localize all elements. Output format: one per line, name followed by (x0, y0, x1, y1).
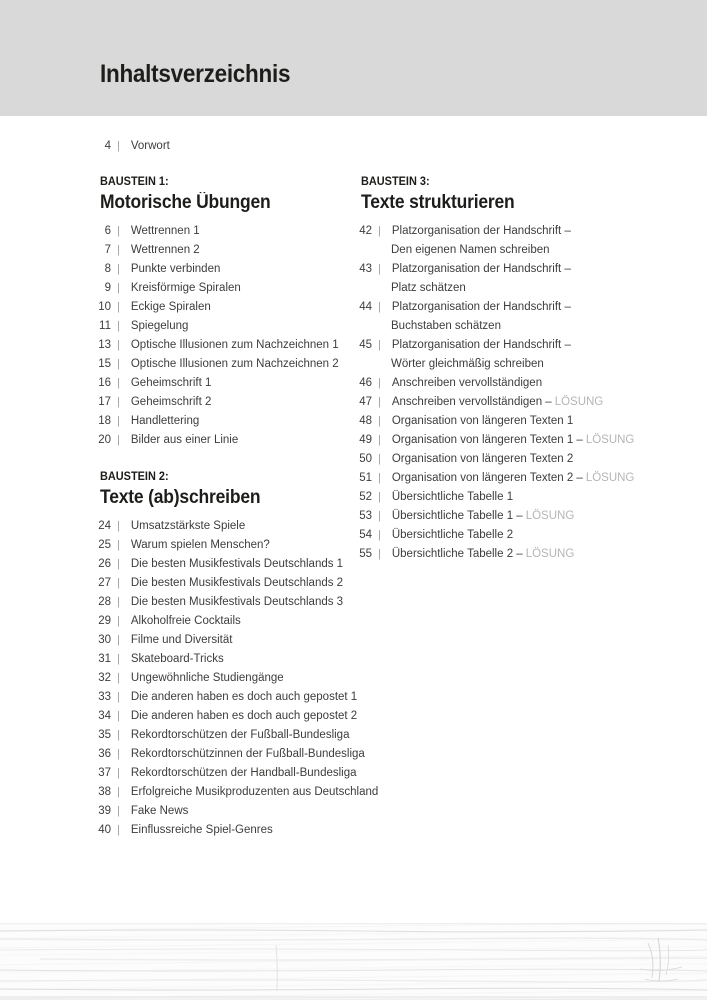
entry-title: Die besten Musikfestivals Deutschlands 2 (130, 577, 344, 589)
section-entry-list (356, 222, 666, 564)
toc-entry-row (95, 726, 375, 745)
toc-entry-row (356, 336, 666, 355)
entry-separator: | (117, 805, 120, 817)
entry-title: Übersichtliche Tabelle 2 (391, 529, 514, 541)
entry-page-number: 6 (104, 225, 111, 237)
toc-entry-row (95, 517, 375, 536)
toc-column-right (356, 176, 666, 564)
entry-title-line2: Den eigenen Namen schreiben (391, 244, 550, 256)
toc-entry-row (95, 631, 375, 650)
section-kicker: BAUSTEIN 1: (100, 176, 169, 188)
entry-title: Alkoholfreie Cocktails (130, 615, 241, 627)
entry-title: Wettrennen 2 (130, 244, 200, 256)
toc-entry[interactable] (95, 764, 375, 783)
entry-title: Punkte verbinden (130, 263, 221, 275)
entry-page-number: 53 (359, 510, 372, 522)
toc-entry[interactable] (356, 412, 666, 431)
entry-page-number: 54 (359, 529, 372, 541)
entry-separator: | (117, 282, 120, 294)
entry-separator: | (117, 244, 120, 256)
entry-page-number: 55 (359, 548, 372, 560)
toc-entry[interactable] (95, 555, 375, 574)
entry-page-number: 29 (98, 615, 111, 627)
entry-title: Optische Illusionen zum Nachzeichnen 1 (130, 339, 339, 351)
toc-entry[interactable] (356, 469, 666, 488)
entry-separator: | (117, 415, 120, 427)
toc-entry-row (95, 355, 375, 374)
toc-entry[interactable] (95, 574, 375, 593)
toc-entry[interactable] (95, 650, 375, 669)
section-kicker: BAUSTEIN 2: (100, 471, 169, 483)
entry-page-number: 48 (359, 415, 372, 427)
toc-entry[interactable] (95, 745, 375, 764)
toc-entry[interactable] (95, 688, 375, 707)
entry-separator: | (378, 434, 381, 446)
entry-title: Kreisförmige Spiralen (130, 282, 241, 294)
entry-title: Die anderen haben es doch auch gepostet 2 (130, 710, 358, 722)
entry-title: Übersichtliche Tabelle 1 – (391, 510, 523, 522)
entry-page-number: 52 (359, 491, 372, 503)
entry-title: Ungewöhnliche Studiengänge (130, 672, 284, 684)
entry-title: Übersichtliche Tabelle 1 (391, 491, 514, 503)
entry-page-number: 20 (98, 434, 111, 446)
toc-entry-row (95, 821, 375, 840)
entry-separator: | (117, 767, 120, 779)
entry-separator: | (378, 548, 381, 560)
toc-section (95, 471, 379, 840)
toc-entry-row (95, 536, 375, 555)
entry-title: Wettrennen 1 (130, 225, 200, 237)
entry-separator: | (117, 710, 120, 722)
toc-entry[interactable] (356, 431, 666, 450)
toc-entry-row (95, 555, 375, 574)
entry-page-number: 37 (98, 767, 111, 779)
toc-entry-row (356, 526, 666, 545)
entry-page-number: 50 (359, 453, 372, 465)
entry-page-number: 16 (98, 377, 111, 389)
entry-page-number: 36 (98, 748, 111, 760)
toc-entry-row (95, 574, 375, 593)
entry-separator: | (117, 824, 120, 836)
entry-page-number: 31 (98, 653, 111, 665)
entry-separator: | (117, 615, 120, 627)
entry-separator: | (117, 596, 120, 608)
entry-page-number: 44 (359, 301, 372, 313)
entry-separator: | (117, 729, 120, 741)
entry-separator: | (117, 140, 120, 152)
entry-separator: | (117, 301, 120, 313)
toc-entry-row (356, 393, 666, 412)
entry-separator: | (117, 691, 120, 703)
toc-entry[interactable] (95, 317, 375, 336)
entry-title: Geheimschrift 2 (130, 396, 212, 408)
toc-entry[interactable] (95, 802, 375, 821)
entry-title: Organisation von längeren Texten 2 – (391, 472, 583, 484)
entry-page-number: 8 (104, 263, 111, 275)
entry-title: Einflussreiche Spiel-Genres (130, 824, 273, 836)
entry-separator: | (378, 396, 381, 408)
toc-entry-row (356, 412, 666, 431)
toc-entry[interactable] (356, 488, 666, 507)
entry-title: Organisation von längeren Texten 1 – (391, 434, 583, 446)
entry-title: Skateboard-Tricks (130, 653, 224, 665)
entry-page-number: 26 (98, 558, 111, 570)
toc-entry[interactable] (95, 612, 375, 631)
entry-page-number: 11 (99, 320, 111, 332)
entry-separator: | (378, 529, 381, 541)
toc-entry[interactable] (356, 374, 666, 393)
toc-entry[interactable] (356, 222, 666, 260)
toc-entry[interactable] (95, 279, 375, 298)
toc-entry[interactable] (95, 707, 375, 726)
toc-entry-row (95, 260, 375, 279)
toc-entry-preface[interactable] (95, 137, 375, 156)
toc-entry-row (356, 545, 666, 564)
toc-entry[interactable] (95, 241, 375, 260)
toc-entry-row (356, 298, 666, 317)
entry-title: Warum spielen Menschen? (130, 539, 270, 551)
entry-title: Organisation von längeren Texten 2 (391, 453, 574, 465)
toc-entry-row (95, 374, 375, 393)
toc-entry-row (95, 802, 375, 821)
toc-section (356, 176, 666, 564)
entry-page-number: 13 (98, 339, 111, 351)
toc-entry[interactable] (95, 536, 375, 555)
toc-entry-row (356, 450, 666, 469)
entry-separator: | (117, 396, 120, 408)
toc-entry[interactable] (95, 374, 375, 393)
toc-entry[interactable] (95, 260, 375, 279)
entry-title: Umsatzstärkste Spiele (130, 520, 246, 532)
entry-solution-label: LÖSUNG (585, 472, 635, 484)
entry-title: Platzorganisation der Handschrift – (391, 263, 571, 275)
entry-page-number: 43 (359, 263, 372, 275)
toc-entry-row (356, 260, 666, 279)
entry-title: Platzorganisation der Handschrift – (391, 301, 571, 313)
entry-separator: | (117, 434, 120, 446)
toc-entry[interactable] (95, 517, 375, 536)
entry-title: Platzorganisation der Handschrift – (391, 339, 571, 351)
entry-title: Rekordtorschützinnen der Fußball-Bundesliga (130, 748, 365, 760)
entry-separator: | (378, 339, 381, 351)
entry-solution-label: LÖSUNG (554, 396, 604, 408)
entry-page-number: 24 (98, 520, 111, 532)
entry-title-line2: Wörter gleichmäßig schreiben (391, 358, 544, 370)
entry-solution-label: LÖSUNG (525, 548, 575, 560)
entry-page-number: 7 (104, 244, 111, 256)
entry-page-number: 30 (98, 634, 111, 646)
toc-entry-row (95, 393, 375, 412)
toc-entry[interactable] (356, 298, 666, 336)
entry-separator: | (117, 320, 120, 332)
entry-title: Geheimschrift 1 (130, 377, 212, 389)
toc-entry[interactable] (95, 222, 375, 241)
toc-entry[interactable] (356, 526, 666, 545)
toc-entry[interactable] (95, 593, 375, 612)
toc-entry[interactable] (356, 545, 666, 564)
entry-page-number: 25 (98, 539, 111, 551)
entry-title: Rekordtorschützen der Handball-Bundesliga (130, 767, 357, 779)
toc-entry-row (95, 707, 375, 726)
entry-page-number: 15 (98, 358, 111, 370)
entry-separator: | (117, 263, 120, 275)
entry-title: Filme und Diversität (130, 634, 233, 646)
entry-separator: | (378, 453, 381, 465)
toc-entry[interactable] (95, 669, 375, 688)
toc-section (95, 176, 375, 450)
entry-page-number: 33 (98, 691, 111, 703)
toc-entry-row (95, 593, 375, 612)
section-kicker: BAUSTEIN 3: (361, 176, 430, 188)
entry-title: Die besten Musikfestivals Deutschlands 1 (130, 558, 344, 570)
toc-entry[interactable] (95, 336, 375, 355)
toc-entry[interactable] (95, 631, 375, 650)
page-header-band (0, 0, 707, 116)
toc-entry-row (356, 488, 666, 507)
toc-entry-row (95, 279, 375, 298)
entry-page-number: 17 (98, 396, 111, 408)
entry-separator: | (378, 301, 381, 313)
toc-entry-row (356, 431, 666, 450)
section-entry-list (95, 222, 375, 450)
entry-page-number: 39 (98, 805, 111, 817)
section-title: Texte (ab)schreiben (100, 487, 261, 508)
entry-title: Die besten Musikfestivals Deutschlands 3 (130, 596, 344, 608)
toc-entry[interactable] (95, 393, 375, 412)
toc-entry[interactable] (95, 431, 375, 450)
entry-page-number: 4 (104, 140, 111, 152)
entry-separator: | (117, 377, 120, 389)
entry-separator: | (378, 377, 381, 389)
entry-page-number: 51 (359, 472, 372, 484)
entry-title: Organisation von längeren Texten 1 (391, 415, 574, 427)
toc-entry-row (95, 612, 375, 631)
toc-entry[interactable] (356, 507, 666, 526)
toc-entry-row (356, 374, 666, 393)
entry-title: Handlettering (130, 415, 200, 427)
entry-title-line2: Platz schätzen (391, 282, 466, 294)
entry-page-number: 34 (98, 710, 111, 722)
entry-title: Anschreiben vervollständigen (391, 377, 543, 389)
entry-separator: | (378, 472, 381, 484)
entry-title-line2: Buchstaben schätzen (391, 320, 501, 332)
toc-column-left (95, 176, 379, 840)
toc-entry-row (95, 317, 375, 336)
entry-solution-label: LÖSUNG (525, 510, 575, 522)
entry-title: Vorwort (130, 140, 170, 152)
toc-entry[interactable] (95, 412, 375, 431)
toc-entry-row (95, 298, 375, 317)
toc-entry-row (95, 336, 375, 355)
entry-title: Übersichtliche Tabelle 2 – (391, 548, 523, 560)
entry-page-number: 35 (98, 729, 111, 741)
toc-entry[interactable] (95, 726, 375, 745)
entry-page-number: 10 (98, 301, 111, 313)
toc-entry-row (95, 688, 375, 707)
entry-page-number: 40 (98, 824, 111, 836)
entry-separator: | (117, 748, 120, 760)
entry-page-number: 28 (98, 596, 111, 608)
toc-entry[interactable] (95, 783, 379, 802)
entry-page-number: 9 (104, 282, 111, 294)
entry-separator: | (117, 225, 120, 237)
toc-entry[interactable] (356, 336, 666, 374)
entry-separator: | (117, 577, 120, 589)
toc-entry[interactable] (356, 450, 666, 469)
entry-separator: | (117, 634, 120, 646)
toc-entry-row (95, 412, 375, 431)
entry-page-number: 32 (98, 672, 111, 684)
toc-entry[interactable] (356, 260, 666, 298)
entry-separator: | (117, 358, 120, 370)
toc-entry-row (95, 783, 379, 802)
toc-entry[interactable] (95, 821, 375, 840)
entry-title: Platzorganisation der Handschrift – (391, 225, 571, 237)
toc-entry-row (95, 222, 375, 241)
entry-page-number: 38 (98, 786, 111, 798)
toc-entry-row (95, 650, 375, 669)
entry-title: Eckige Spiralen (130, 301, 211, 313)
entry-separator: | (378, 491, 381, 503)
toc-entry-row (95, 241, 375, 260)
toc-entry[interactable] (95, 298, 375, 317)
entry-page-number: 18 (98, 415, 111, 427)
entry-title: Erfolgreiche Musikproduzenten aus Deutschland (130, 786, 379, 798)
toc-entry-row (95, 431, 375, 450)
entry-separator: | (117, 653, 120, 665)
entry-separator: | (117, 558, 120, 570)
entry-title: Die anderen haben es doch auch gepostet 1 (130, 691, 358, 703)
entry-page-number: 47 (359, 396, 372, 408)
toc-entry-row (95, 745, 375, 764)
entry-title: Bilder aus einer Linie (130, 434, 239, 446)
entry-title: Fake News (130, 805, 189, 817)
toc-entry-row (356, 222, 666, 241)
entry-separator: | (378, 415, 381, 427)
entry-separator: | (378, 225, 381, 237)
entry-separator: | (117, 339, 120, 351)
toc-entry-row (356, 469, 666, 488)
wood-grain-graphic (0, 923, 707, 1000)
toc-entry[interactable] (95, 355, 375, 374)
entry-separator: | (378, 510, 381, 522)
entry-title: Rekordtorschützen der Fußball-Bundesliga (130, 729, 350, 741)
entry-page-number: 46 (359, 377, 372, 389)
entry-separator: | (117, 786, 120, 798)
page-title: Inhaltsverzeichnis (100, 60, 291, 88)
entry-title: Anschreiben vervollständigen – (391, 396, 552, 408)
entry-solution-label: LÖSUNG (585, 434, 635, 446)
section-title: Motorische Übungen (100, 192, 271, 213)
section-entry-list (95, 517, 379, 840)
wood-texture-footer (0, 923, 707, 1000)
entry-page-number: 42 (359, 225, 372, 237)
entry-separator: | (117, 520, 120, 532)
entry-page-number: 49 (359, 434, 372, 446)
entry-title: Optische Illusionen zum Nachzeichnen 2 (130, 358, 339, 370)
section-title: Texte strukturieren (361, 192, 515, 213)
entry-title: Spiegelung (130, 320, 189, 332)
entry-separator: | (117, 672, 120, 684)
toc-entry-row (356, 507, 666, 526)
entry-separator: | (378, 263, 381, 275)
toc-entry-row (95, 669, 375, 688)
toc-entry[interactable] (356, 393, 666, 412)
toc-entry-row (95, 764, 375, 783)
entry-page-number: 27 (98, 577, 111, 589)
entry-page-number: 45 (359, 339, 372, 351)
entry-separator: | (117, 539, 120, 551)
